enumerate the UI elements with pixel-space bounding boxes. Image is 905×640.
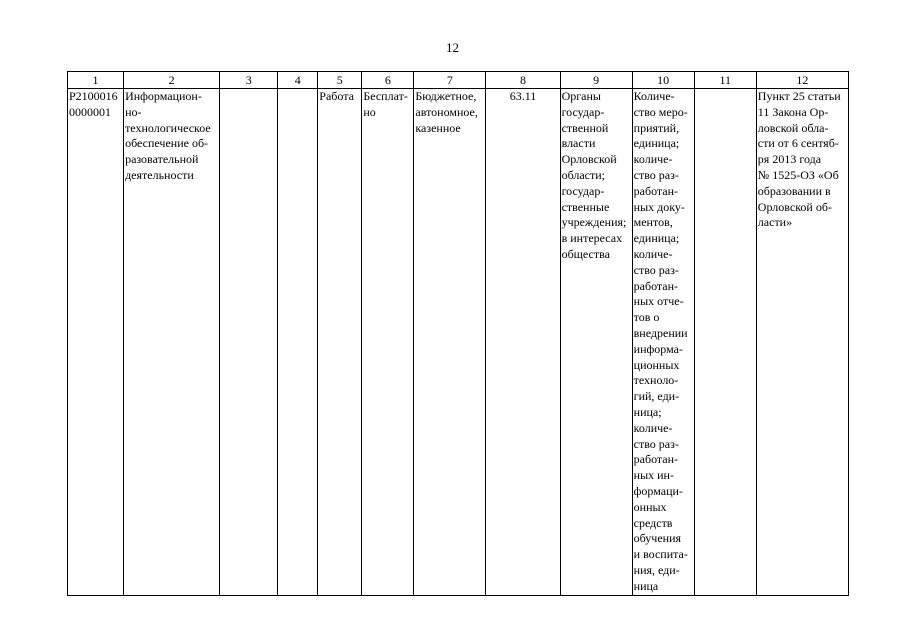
- registry-number: Р2100016 0000001: [69, 89, 118, 119]
- service-name: Информацион- но- технологическое обеспечение об- разовательной деятельности: [125, 89, 211, 182]
- institution-type: Бюджетное, автономное, казенное: [415, 89, 478, 135]
- column-number: 2: [124, 72, 220, 89]
- indicators: Количе- ство меро- приятий, единица; количе- ство раз- работан- ных доку- ментов, единица; количе- ство раз- работан- ных отче- тов о внедрении информа- ционных техноло- гий, еди- ница; количе- ство раз- работан- ных ин- формаци- онных средств обучения и воспита- ния, еди- ница: [633, 89, 688, 593]
- column-number: 1: [68, 72, 124, 89]
- cell-indicators: [632, 89, 694, 596]
- cell-col11: [694, 89, 756, 596]
- registry-table: [67, 71, 849, 596]
- column-number: 7: [414, 72, 486, 89]
- cell-payment-type: [362, 89, 414, 596]
- cell-registry-number: [68, 89, 124, 596]
- column-number: 8: [486, 72, 560, 89]
- cell-okved-code: [486, 89, 560, 596]
- column-number: 9: [560, 72, 632, 89]
- cell-service-name: [124, 89, 220, 596]
- legal-basis: Пункт 25 статьи 11 Закона Ор- ловской обла- сти от 6 сентяб- ря 2013 года № 1525-ОЗ «Об образовании в Орловской об- ласти»: [757, 89, 841, 230]
- page-number: 12: [446, 40, 459, 55]
- payment-type: Бесплат- но: [363, 89, 408, 119]
- cell-col4: [278, 89, 318, 596]
- work-type: Работа: [319, 89, 354, 103]
- column-number: 6: [362, 72, 414, 89]
- column-number: 3: [220, 72, 278, 89]
- cell-consumers: [560, 89, 632, 596]
- column-number: 12: [756, 72, 848, 89]
- cell-work-type: [318, 89, 362, 596]
- cell-legal-basis: [756, 89, 848, 596]
- cell-col3: [220, 89, 278, 596]
- column-number: 4: [278, 72, 318, 89]
- column-number: 11: [694, 72, 756, 89]
- column-number: 5: [318, 72, 362, 89]
- okved-code: 63.11: [509, 89, 537, 103]
- cell-institution-type: [414, 89, 486, 596]
- column-number: 10: [632, 72, 694, 89]
- table-row: [68, 89, 849, 596]
- consumers: Органы государ- ственной власти Орловской области; государ- ственные учреждения; в интересах общества: [561, 89, 627, 261]
- column-number-row: [68, 72, 849, 89]
